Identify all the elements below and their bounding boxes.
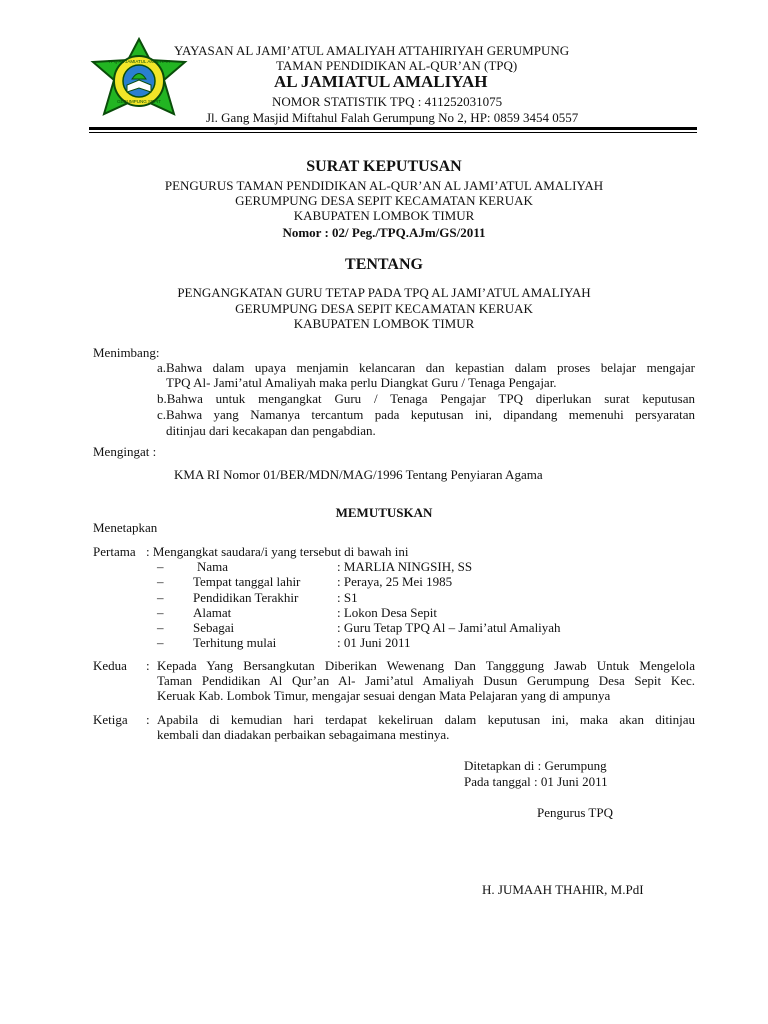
field-label-education: Pendidikan Terakhir: [193, 590, 299, 605]
third-label: Ketiga: [93, 712, 128, 727]
third-line-2: kembali dan diadakan perbaikan sebagaimana mestinya.: [157, 727, 450, 742]
third-colon: :: [146, 712, 150, 727]
second-line-3: Keruak Kab. Lombok Timur, mengajar sesuai dengan Mata Pelajaran yang di ampunya: [157, 688, 611, 703]
set-at: Ditetapkan di : Gerumpung: [464, 758, 607, 773]
logo-top-text: TPQ AL JAMIATUL AMALIYAH: [108, 59, 170, 64]
third-line-1: Apabila di kemudian hari terdapat kekeliruan dalam keputusan ini, maka akan ditinjau: [157, 712, 695, 727]
about-heading: TENTANG: [345, 256, 423, 273]
second-colon: :: [146, 658, 150, 673]
decree-line-2: GERUMPUNG DESA SEPIT KECAMATAN KERUAK: [235, 193, 533, 208]
field-value-name: : MARLIA NINGSIH, SS: [337, 559, 473, 574]
about-line-3: KABUPATEN LOMBOK TIMUR: [293, 316, 475, 331]
about-line-1: PENGANGKATAN GURU TETAP PADA TPQ AL JAMI’ATUL AMALIYAH: [177, 285, 591, 300]
field-value-address: : Lokon Desa Sepit: [337, 605, 438, 620]
board-label: Pengurus TPQ: [537, 805, 613, 820]
first-label: Pertama: [93, 544, 136, 559]
logo-bottom-text: GERUMPUNG SEPIT: [116, 99, 162, 104]
decree-number: Nomor : 02/ Peg./TPQ.AJm/GS/2011: [282, 225, 486, 240]
considering-b-line-1: b.Bahwa untuk mengangkat Guru / Tenaga Pengajar TPQ diperlukan surat keputusan: [157, 391, 695, 406]
field-label-position: Sebagai: [193, 620, 235, 635]
decree-line-1: PENGURUS TAMAN PENDIDIKAN AL-QUR’AN AL JAMI’ATUL AMALIYAH: [164, 178, 604, 193]
field-value-position: : Guru Tetap TPQ Al – Jami’atul Amaliyah: [337, 620, 561, 635]
decree-line-3: KABUPATEN LOMBOK TIMUR: [293, 208, 475, 223]
considering-a-line-1: a.Bahwa dalam upaya menjamin kelancaran dan kepastian dalam proses belajar mengajar: [157, 360, 695, 375]
field-dash: –: [157, 635, 164, 650]
field-label-start: Terhitung mulai: [193, 635, 277, 650]
considering-c-line-1: c.Bahwa yang Namanya tercantum pada keputusan ini, dipandang memenuhi persyaratan: [157, 407, 695, 422]
field-dash: –: [157, 590, 164, 605]
field-dash: –: [157, 574, 164, 589]
school-type: TAMAN PENDIDIKAN AL-QUR’AN (TPQ): [276, 58, 518, 73]
recalling-label: Mengingat :: [93, 444, 157, 459]
establish-label: Menetapkan: [93, 520, 158, 535]
header-rule-thin: [89, 132, 697, 133]
header-rule-thick: [89, 127, 697, 130]
about-line-2: GERUMPUNG DESA SEPIT KECAMATAN KERUAK: [235, 301, 533, 316]
foundation-name: YAYASAN AL JAMI’ATUL AMALIYAH ATTAHIRIYAH GERUMPUNG: [174, 43, 570, 58]
decree-heading: SURAT KEPUTUSAN: [306, 158, 462, 175]
signer-name: H. JUMAAH THAHIR, M.PdI: [482, 882, 644, 897]
field-value-birth: : Peraya, 25 Mei 1985: [337, 574, 453, 589]
field-dash: –: [157, 605, 164, 620]
field-value-start: : 01 Juni 2011: [337, 635, 411, 650]
school-address: Jl. Gang Masjid Miftahul Falah Gerumpung No 2, HP: 0859 3454 0557: [206, 110, 579, 125]
set-date: Pada tanggal : 01 Juni 2011: [464, 774, 608, 789]
field-label-address: Alamat: [193, 605, 232, 620]
decide-heading: MEMUTUSKAN: [335, 505, 433, 520]
school-name: AL JAMIATUL AMALIYAH: [274, 72, 488, 91]
second-label: Kedua: [93, 658, 127, 673]
first-text: : Mengangkat saudara/i yang tersebut di bawah ini: [146, 544, 409, 559]
field-dash: –: [157, 620, 164, 635]
field-dash: –: [157, 559, 164, 574]
considering-c-line-2: ditinjau dari kecakapan dan pengabdian.: [166, 423, 376, 438]
considering-label: Menimbang:: [93, 345, 160, 360]
statistic-number: NOMOR STATISTIK TPQ : 411252031075: [272, 94, 503, 109]
field-value-education: : S1: [337, 590, 358, 605]
field-label-birth: Tempat tanggal lahir: [193, 574, 301, 589]
second-line-2: Taman Pendidikan Al Qur’an Al- Jami’atul Amaliyah Dusun Gerumpung Desa Sepit Kec.: [157, 673, 695, 688]
recalling-text: KMA RI Nomor 01/BER/MDN/MAG/1996 Tentang Penyiaran Agama: [174, 467, 543, 482]
field-label-name: Nama: [197, 559, 229, 574]
considering-a-line-2: TPQ Al- Jami’atul Amaliyah maka perlu Diangkat Guru / Tenaga Pengajar.: [166, 375, 557, 390]
second-line-1: Kepada Yang Bersangkutan Diberikan Wewenang Dan Tangggung Jawab Untuk Mengelola: [157, 658, 695, 673]
